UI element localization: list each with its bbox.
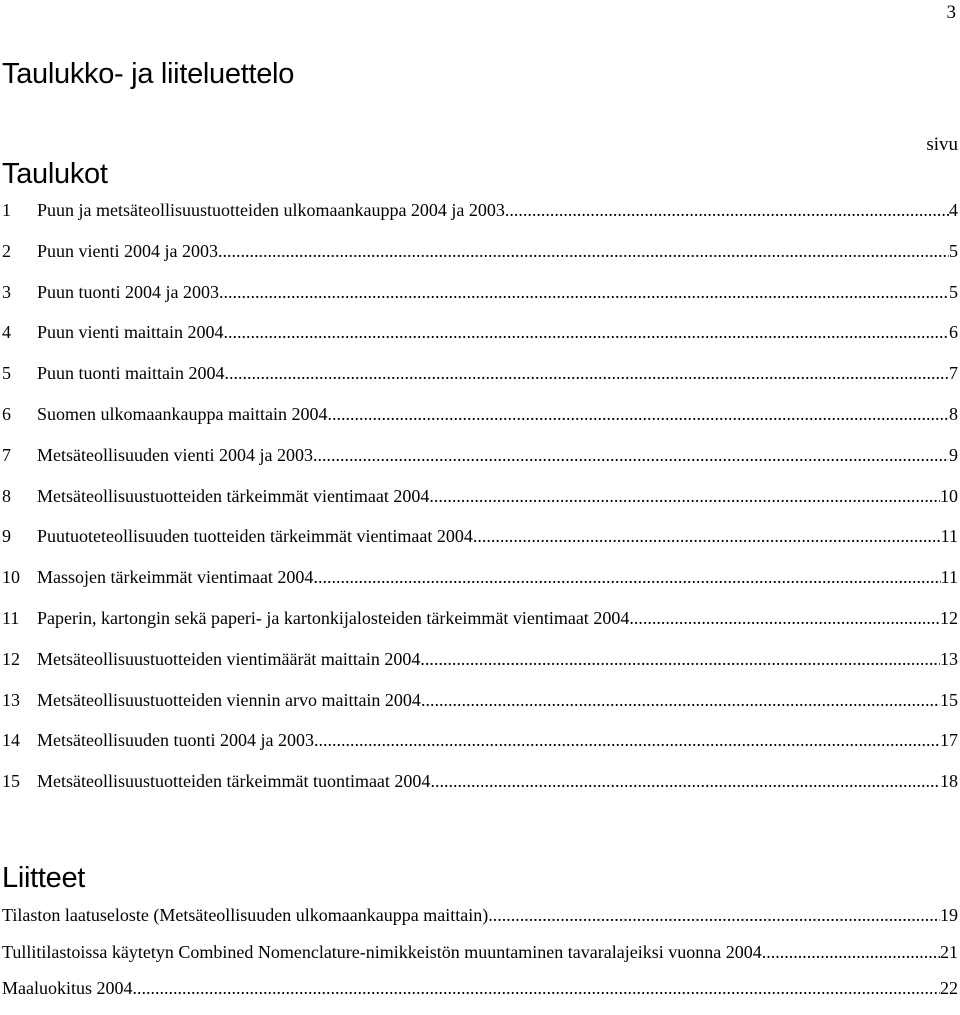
entry-title: Metsäteollisuustuotteiden tärkeimmät tuontimaat 2004 (37, 771, 431, 792)
entry-page: 7 (949, 363, 958, 384)
leader-dots (219, 282, 949, 303)
table-entry[interactable] (2, 690, 958, 731)
appendices-list (2, 905, 958, 1015)
entry-page: 21 (940, 941, 958, 962)
entry-title: Metsäteollisuustuotteiden vientimäärät maittain 2004 (37, 648, 421, 669)
entry-title: Metsäteollisuuden vienti 2004 ja 2003 (37, 444, 313, 465)
entry-page: 10 (940, 485, 958, 506)
entry-page: 18 (940, 771, 958, 792)
entry-page: 13 (940, 648, 958, 669)
entry-number: 8 (2, 485, 11, 506)
leader-dots (429, 486, 940, 507)
tables-list (2, 200, 958, 812)
leader-dots (505, 200, 949, 221)
leader-dots (327, 404, 949, 425)
table-entry[interactable] (2, 486, 958, 527)
entry-title: Paperin, kartongin sekä paperi- ja kartonkijalosteiden tärkeimmät vientimaat 2004 (37, 607, 630, 628)
entry-page: 19 (940, 905, 958, 925)
entry-page: 4 (949, 200, 958, 220)
entry-number: 7 (2, 444, 11, 465)
entry-number: 4 (2, 322, 11, 343)
leader-dots (224, 322, 950, 343)
entry-title: Puun tuonti 2004 ja 2003 (37, 281, 220, 302)
leader-dots (420, 649, 940, 670)
page-column-label: sivu (926, 134, 958, 155)
entry-number: 3 (2, 281, 11, 302)
table-entry[interactable] (2, 241, 958, 282)
entry-page: 11 (940, 567, 958, 588)
entry-number: 6 (2, 403, 11, 424)
entry-title: Suomen ulkomaankauppa maittain 2004 (37, 403, 328, 424)
leader-dots (629, 608, 940, 629)
entry-title: Puun vienti maittain 2004 (37, 322, 224, 343)
leader-dots (133, 978, 941, 999)
leader-dots (421, 690, 940, 711)
table-entry[interactable] (2, 404, 958, 445)
entry-page: 17 (940, 730, 958, 751)
leader-dots (762, 942, 940, 963)
leader-dots (473, 526, 941, 547)
entry-title: Metsäteollisuustuotteiden viennin arvo maittain 2004 (37, 689, 421, 710)
appendix-entry[interactable] (2, 978, 958, 1015)
entry-page: 6 (949, 322, 958, 343)
entry-page: 5 (949, 240, 958, 261)
table-entry[interactable] (2, 526, 958, 567)
entry-number: 5 (2, 363, 11, 384)
entry-page: 11 (940, 526, 958, 547)
entry-number: 14 (2, 730, 20, 751)
table-entry[interactable] (2, 322, 958, 363)
entry-number: 9 (2, 526, 11, 547)
table-entry[interactable] (2, 567, 958, 608)
appendix-entry[interactable] (2, 942, 958, 979)
entry-page: 9 (949, 444, 958, 465)
table-entry[interactable] (2, 730, 958, 771)
table-entry[interactable] (2, 200, 958, 241)
entry-page: 15 (940, 689, 958, 710)
entry-title: Massojen tärkeimmät vientimaat 2004 (37, 567, 314, 588)
page-title: Taulukko- ja liiteluettelo (2, 58, 295, 90)
entry-page: 12 (940, 607, 958, 628)
table-entry[interactable] (2, 282, 958, 323)
page-number: 3 (946, 2, 956, 23)
entry-title: Tilaston laatuseloste (Metsäteollisuuden ulkomaankauppa maittain) (2, 905, 489, 925)
table-entry[interactable] (2, 771, 958, 812)
entry-title: Puutuoteteollisuuden tuotteiden tärkeimmät vientimaat 2004 (37, 526, 473, 547)
entry-title: Metsäteollisuustuotteiden tärkeimmät vientimaat 2004 (37, 485, 430, 506)
entry-page: 8 (949, 403, 958, 424)
entry-title: Maaluokitus 2004 (2, 978, 133, 998)
entry-number: 15 (2, 771, 20, 792)
entry-title: Puun ja metsäteollisuustuotteiden ulkomaankauppa 2004 ja 2003 (37, 200, 505, 220)
table-entry[interactable] (2, 608, 958, 649)
leader-dots (488, 905, 940, 926)
tables-heading: Taulukot (2, 158, 108, 190)
leader-dots (313, 567, 940, 588)
table-entry[interactable] (2, 649, 958, 690)
entry-page: 5 (949, 281, 958, 302)
entry-number: 12 (2, 648, 20, 669)
leader-dots (218, 241, 949, 262)
leader-dots (314, 730, 940, 751)
entry-title: Puun tuonti maittain 2004 (37, 363, 225, 384)
entry-page: 22 (940, 978, 958, 998)
entry-number: 11 (2, 607, 20, 628)
table-entry[interactable] (2, 445, 958, 486)
leader-dots (225, 363, 950, 384)
entry-number: 13 (2, 689, 20, 710)
table-entry[interactable] (2, 363, 958, 404)
appendices-heading: Liitteet (2, 862, 86, 894)
entry-number: 10 (2, 567, 20, 588)
leader-dots (430, 771, 940, 792)
leader-dots (313, 445, 949, 466)
entry-number: 2 (2, 240, 11, 261)
entry-title: Tullitilastoissa käytetyn Combined Nomenclature-nimikkeistön muuntaminen tavaralajeiksi vuonna 2004 (2, 941, 762, 962)
appendix-entry[interactable] (2, 905, 958, 942)
entry-title: Metsäteollisuuden tuonti 2004 ja 2003 (37, 730, 314, 751)
entry-title: Puun vienti 2004 ja 2003 (37, 240, 218, 261)
entry-number: 1 (2, 200, 11, 220)
